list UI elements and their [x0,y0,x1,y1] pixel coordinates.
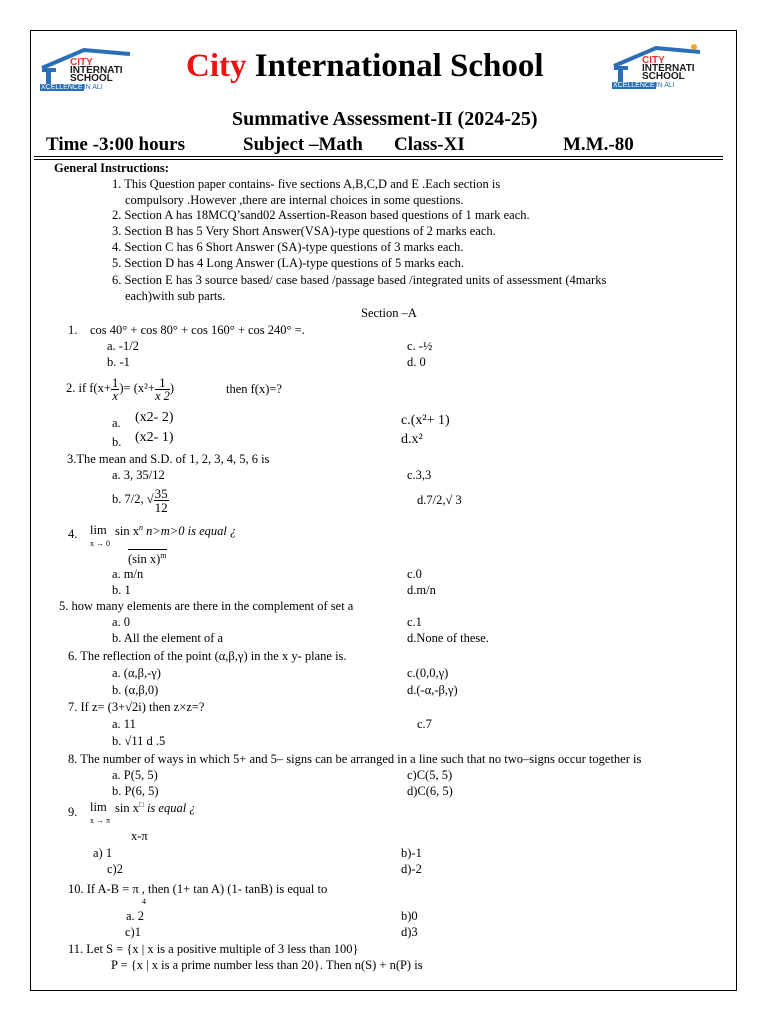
q2-tail: then f(x)=? [226,382,282,396]
q6-option-b: b. (α,β,0) [112,683,159,697]
q10-denominator: 4 [142,897,146,906]
exam-subject: Subject –Math [243,134,363,155]
school-logo-right [610,44,718,104]
q4-lim-sub: x → 0 [90,539,110,548]
q9-lim-sub: x → π [90,816,111,825]
q4-expression [115,523,236,539]
instruction-item: 3. Section B has 5 Very Short Answer(VSA)-type questions of 2 marks each. [112,224,496,238]
q4-option-a: a. m/n [112,567,144,581]
q4-sup: n [138,523,143,532]
q5-option-c: c.1 [407,615,422,629]
q8-option-a: a. P(5, 5) [112,768,158,782]
logo-tagline-rest: IN ALI [83,84,103,91]
school-name-highlight: City [186,48,247,84]
q8-option-b: b. P(6, 5) [112,784,159,798]
school-name [186,48,544,85]
exam-class: Class-XI [394,134,465,155]
instruction-item: 1. This Question paper contains- five sections A,B,C,D and E .Each section is [112,177,501,191]
q4-expr: sin x [115,524,139,539]
instruction-item: 4. Section C has 6 Short Answer (SA)-type questions of 3 marks each. [112,240,464,254]
q6-option-d: d.(-α,-β,γ) [407,683,458,697]
q7-option-b: b. √11 d .5 [112,734,166,748]
instruction-item: 6. Section E has 3 source based/ case based /passage based /integrated units of assessment (4marks [112,273,607,287]
logo-tagline-box: XCELLENCE [613,82,655,89]
q1-option-b: b. -1 [107,355,130,369]
q5-text: 5. how many elements are there in the complement of set a [59,599,354,613]
q3-frac-num: 35 [154,485,168,501]
q2-fraction-2 [155,376,170,403]
q5-option-b: b. All the element of a [112,631,224,645]
q9-sup: □ [138,800,144,809]
instruction-item: 2. Section A has 18MCQ’sand02 Assertion-Reason based questions of 1 mark each. [112,208,530,222]
q9-expression [115,800,196,816]
q3-option-d: d.7/2,√ 3 [417,493,462,507]
instruction-item: compulsory .However ,there are internal choices in some questions. [125,193,464,207]
q6-text: 6. The reflection of the point (α,β,γ) in the x y- plane is. [68,649,347,663]
q2-f1-num: 1 [111,374,119,390]
q2-f1-den: x [112,388,118,403]
logo-line-3: SCHOOL [70,73,113,84]
logo-line-1: CITY [642,55,665,66]
q4-den: (sin x) [128,552,161,567]
q3-frac-den: 12 [154,499,168,515]
q3-option-c: c.3,3 [407,468,432,482]
q2-prefix: 2. if f(x+ [66,381,111,395]
q10-text: 10. If A-B = π , then (1+ tan A) (1- tanB) is equal to [68,882,328,896]
logo-tagline-rest: IN ALI [655,82,675,89]
q3-fraction [154,487,169,514]
q2-close: ) [169,381,175,395]
instruction-item: each)with sub parts. [125,289,226,303]
q9-expr: sin x [115,801,139,816]
q1-option-c: c. -½ [407,339,433,353]
q10-option-b: b)0 [401,909,418,923]
q4-option-b: b. 1 [112,583,131,597]
q2-option-c: c.(x²+ 1) [401,413,450,428]
q4-denominator [128,549,167,567]
q10-option-a: a. 2 [126,909,145,923]
q2-f2-den: x 2 [154,388,170,403]
q6-option-a: a. (α,β,-γ) [112,666,161,680]
logo-line-1: CITY [70,57,93,68]
logo-line-3: SCHOOL [642,71,685,82]
header-divider-top [34,156,723,157]
q4-tail: n>m>0 is equal ¿ [146,524,237,539]
q4-option-d: d.m/n [407,583,436,597]
q3-option-b-prefix: b. 7/2, √ [112,492,154,506]
q1-text: cos 40° + cos 80° + cos 160° + cos 240° =. [90,323,305,337]
max-marks: M.M.-80 [563,134,634,155]
exam-time: Time -3:00 hours [46,134,185,155]
q2-option-b-label: b. [112,435,122,449]
instruction-item: 5. Section D has 4 Long Answer (LA)-type questions of 5 marks each. [112,256,465,270]
q2-mid: )= (x²+ [119,381,155,395]
header-divider-bottom [34,159,723,160]
q5-option-d: d.None of these. [407,631,489,645]
q10-option-c: c)1 [125,925,141,939]
q9-denominator: x-π [131,829,148,843]
q9-number: 9. [68,805,78,819]
logo-line-2: INTERNATI [642,63,695,74]
q4-option-c: c.0 [407,567,422,581]
q9-option-b: b)-1 [401,846,422,860]
logo-tagline-box: XCELLENCE [41,84,83,91]
q3-text: 3.The mean and S.D. of 1, 2, 3, 4, 5, 6 is [67,452,270,466]
q2-option-a-label: a. [112,416,121,430]
instructions-heading: General Instructions: [54,161,169,175]
q7-option-c: c.7 [417,717,432,731]
q9-option-a: a) 1 [93,846,113,860]
q11-line-2: P = {x | x is a prime number less than 20}. Then n(S) + n(P) is [111,958,423,972]
q9-lim: lim [90,800,107,814]
q7-option-a: a. 11 [112,717,136,731]
q10-option-d: d)3 [401,925,418,939]
q9-option-c: c)2 [107,862,123,876]
exam-title: Summative Assessment-II (2024-25) [232,108,538,130]
q8-option-d: d)C(6, 5) [407,784,453,798]
q6-option-c: c.(0,0,γ) [407,666,449,680]
q11-line-1: 11. Let S = {x | x is a positive multiple of 3 less than 100} [68,942,359,956]
q5-option-a: a. 0 [112,615,131,629]
section-a-title: Section –A [361,306,417,320]
q7-text: 7. If z= (3+√2i) then z×z=? [68,700,205,714]
q8-text: 8. The number of ways in which 5+ and 5– signs can be arranged in a line such that no two–signs occur together is [68,752,642,766]
q4-number: 4. [68,527,78,541]
q2-f2-num: 1 [155,376,170,390]
q3-option-a: a. 3, 35/12 [112,468,165,482]
school-name-rest: International School [246,48,544,84]
q2-option-a: (x2- 2) [135,410,174,425]
school-logo-left [38,46,146,106]
q3-option-b [112,482,169,516]
q1-option-a: a. -1/2 [107,339,139,353]
q9-tail: is equal ¿ [146,801,196,816]
q2-option-d: d.x² [401,432,423,447]
q4-den-sup: m [160,551,167,560]
q8-option-c: c)C(5, 5) [407,768,453,782]
q4-lim: lim [90,523,107,537]
q9-option-d: d)-2 [401,862,422,876]
q2-option-b: (x2- 1) [135,430,174,445]
logo-line-2: INTERNATI [70,65,123,76]
q1-option-d: d. 0 [407,355,426,369]
q1-number: 1. [68,323,78,337]
q2-text [66,371,174,405]
